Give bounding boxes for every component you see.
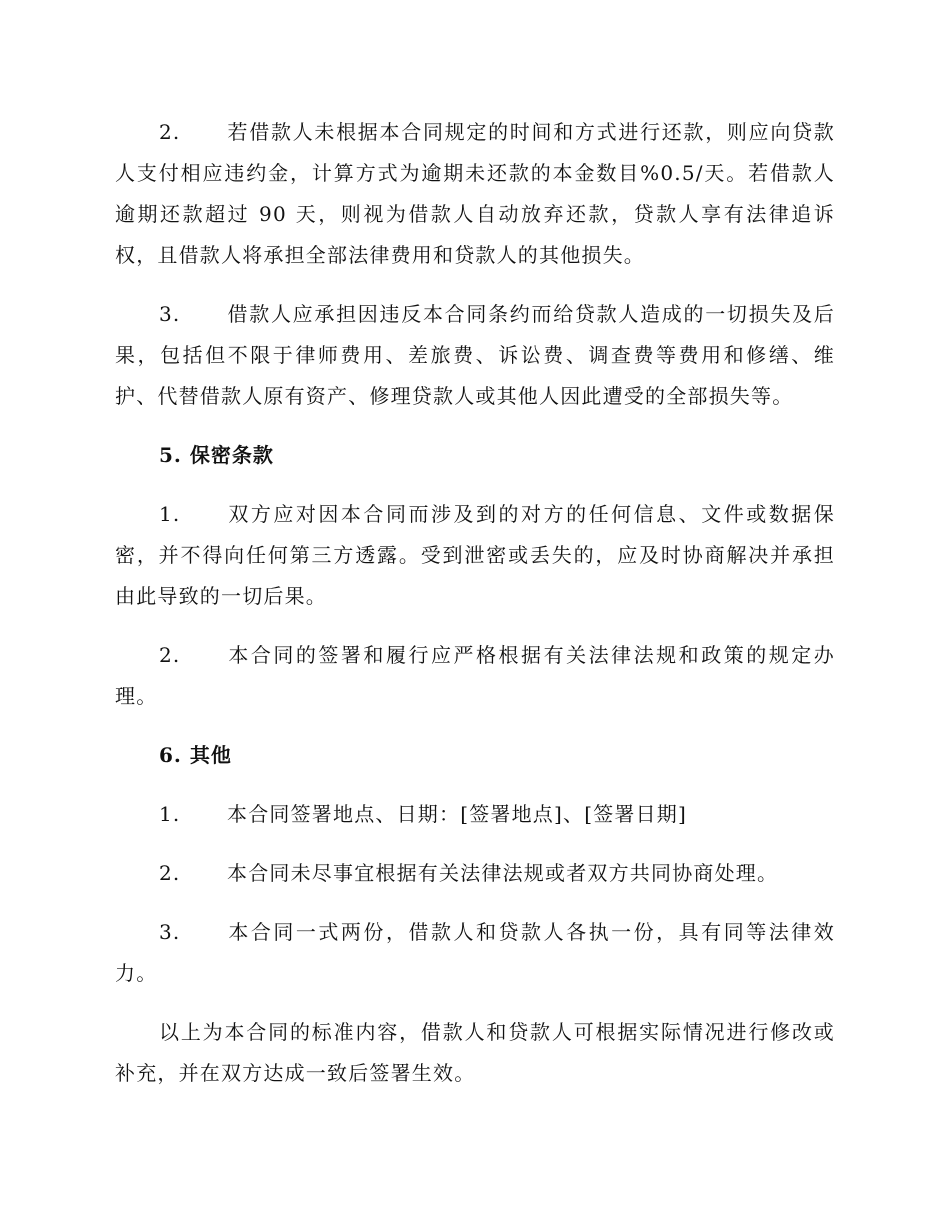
item-text: 本合同未尽事宜根据有关法律法规或者双方共同协商处理。 bbox=[227, 861, 779, 885]
item-text: 本合同签署地点、日期：[签署地点]、[签署日期] bbox=[227, 802, 688, 826]
item-number: 2. bbox=[159, 120, 181, 144]
item-text: 借款人应承担因违反本合同条约而给贷款人造成的一切损失及后果，包括但不限于律师费用、差旅费、诉讼费、调查费等费用和修缮、维护、代替借款人原有资产、修理贷款人或其他人因此遭受的全部损失等。 bbox=[115, 302, 835, 408]
item-number: 3. bbox=[159, 302, 181, 326]
item-number: 3. bbox=[159, 920, 181, 944]
other-clause-item bbox=[115, 912, 835, 994]
item-number: 2. bbox=[159, 861, 181, 885]
breach-clause-item bbox=[115, 294, 835, 417]
closing-paragraph: 以上为本合同的标准内容，借款人和贷款人可根据实际情况进行修改或补充，并在双方达成一致后签署生效。 bbox=[115, 1020, 835, 1085]
confidentiality-clause-item bbox=[115, 494, 835, 617]
other-clause-item bbox=[115, 853, 835, 894]
item-text: 本合同的签署和履行应严格根据有关法律法规和政策的规定办理。 bbox=[115, 643, 835, 708]
item-number: 1. bbox=[159, 502, 181, 526]
section-heading-other: 6. 其他 bbox=[159, 743, 232, 767]
item-text: 本合同一式两份，借款人和贷款人各执一份，具有同等法律效力。 bbox=[115, 920, 835, 985]
breach-clause-item bbox=[115, 112, 835, 276]
confidentiality-clause-item bbox=[115, 635, 835, 717]
document-body bbox=[115, 112, 835, 1112]
item-text: 双方应对因本合同而涉及到的对方的任何信息、文件或数据保密，并不得向任何第三方透露。受到泄密或丢失的，应及时协商解决并承担由此导致的一切后果。 bbox=[115, 502, 835, 608]
item-number: 1. bbox=[159, 802, 181, 826]
item-number: 2. bbox=[159, 643, 181, 667]
section-heading-confidentiality: 5. 保密条款 bbox=[159, 443, 274, 467]
item-text: 若借款人未根据本合同规定的时间和方式进行还款，则应向贷款人支付相应违约金，计算方式为逾期未还款的本金数目%0.5/天。若借款人逾期还款超过 90 天，则视为借款人自动放弃还款，贷款人享有法律追诉权，且借款人将承担全部法律费用和贷款人的其他损失。 bbox=[115, 120, 835, 267]
other-clause-item bbox=[115, 794, 835, 835]
